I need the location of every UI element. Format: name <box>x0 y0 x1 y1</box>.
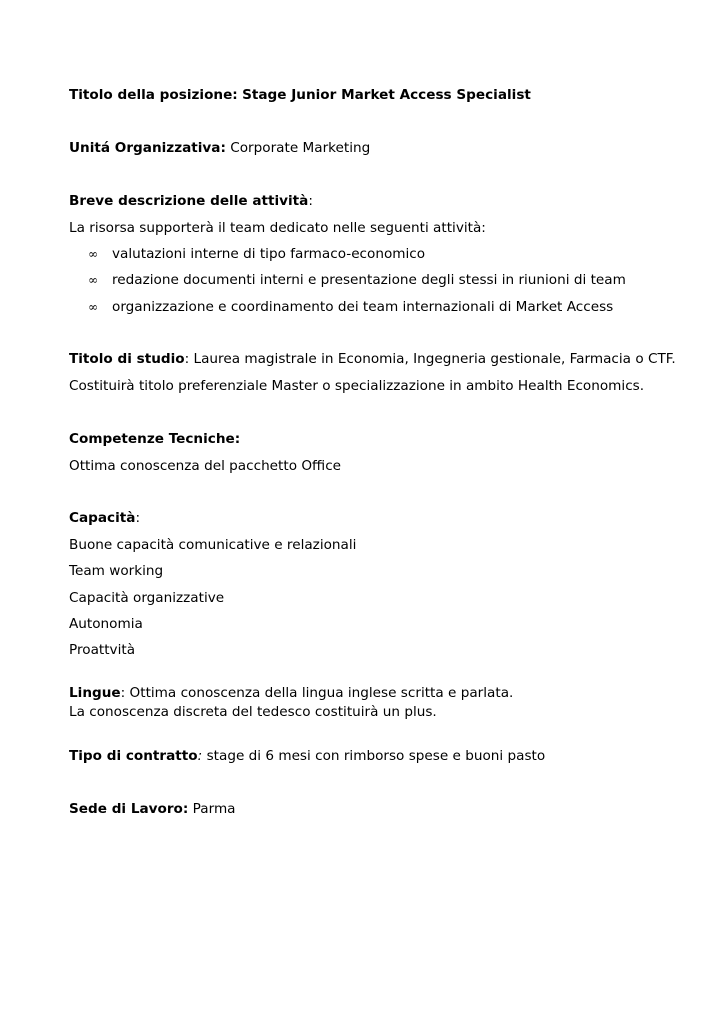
skills-colon: : <box>135 510 141 526</box>
organizational-unit <box>69 139 370 157</box>
contract-type-label: Tipo di contratto <box>69 748 198 764</box>
work-location-label: Sede di Lavoro: <box>69 801 189 817</box>
infinity-bullet-icon: ∞ <box>88 300 98 314</box>
list-item <box>88 298 613 316</box>
list-item: Team working <box>69 563 164 579</box>
languages <box>69 684 513 702</box>
list-item: Buone capacità comunicative e relazionali <box>69 537 357 553</box>
position-title <box>69 86 531 104</box>
list-item: Capacità organizzative <box>69 590 225 606</box>
technical-skills-value: Ottima conoscenza del pacchetto Office <box>69 458 342 474</box>
activity-item-text: organizzazione e coordinamento dei team internazionali di Market Access <box>112 299 614 315</box>
activities-intro: La risorsa supporterà il team dedicato nelle seguenti attività: <box>69 220 486 236</box>
contract-type-value: stage di 6 mesi con rimborso spese e buoni pasto <box>202 748 546 764</box>
list-item <box>88 245 425 263</box>
activities-colon: : <box>308 193 313 209</box>
languages-label: Lingue <box>69 685 121 701</box>
languages-note: La conoscenza discreta del tedesco costituirà un plus. <box>69 704 437 720</box>
education-note: Costituirà titolo preferenziale Master o specializzazione in ambito Health Economics. <box>69 378 645 394</box>
position-title-value: Stage Junior Market Access Specialist <box>242 87 531 103</box>
contract-type-colon: : <box>197 748 203 764</box>
languages-value: : Ottima conoscenza della lingua inglese scritta e parlata. <box>120 685 514 701</box>
list-item: Proattvità <box>69 642 136 658</box>
activities-label: Breve descrizione delle attività <box>69 193 309 209</box>
organizational-unit-label: Unitá Organizzativa: <box>69 140 226 156</box>
list-item: Autonomia <box>69 616 143 632</box>
infinity-bullet-icon: ∞ <box>88 273 98 287</box>
skills-heading <box>69 509 140 527</box>
education-label: Titolo di studio <box>69 351 185 367</box>
education <box>69 350 676 368</box>
contract-type <box>69 747 545 765</box>
activity-item-text: redazione documenti interni e presentazione degli stessi in riunioni di team <box>112 272 626 288</box>
infinity-bullet-icon: ∞ <box>88 247 98 261</box>
work-location-value: Parma <box>192 801 236 817</box>
education-value: : Laurea magistrale in Economia, Ingegneria gestionale, Farmacia o CTF. <box>184 351 676 367</box>
activity-item-text: valutazioni interne di tipo farmaco-economico <box>112 246 426 262</box>
skills-label: Capacità <box>69 510 136 526</box>
activities-heading <box>69 192 313 210</box>
work-location <box>69 800 236 818</box>
list-item <box>88 271 626 289</box>
technical-skills-heading <box>69 430 240 448</box>
technical-skills-label: Competenze Tecniche: <box>69 431 241 447</box>
position-title-label: Titolo della posizione: <box>69 87 238 103</box>
organizational-unit-value: Corporate Marketing <box>230 140 371 156</box>
